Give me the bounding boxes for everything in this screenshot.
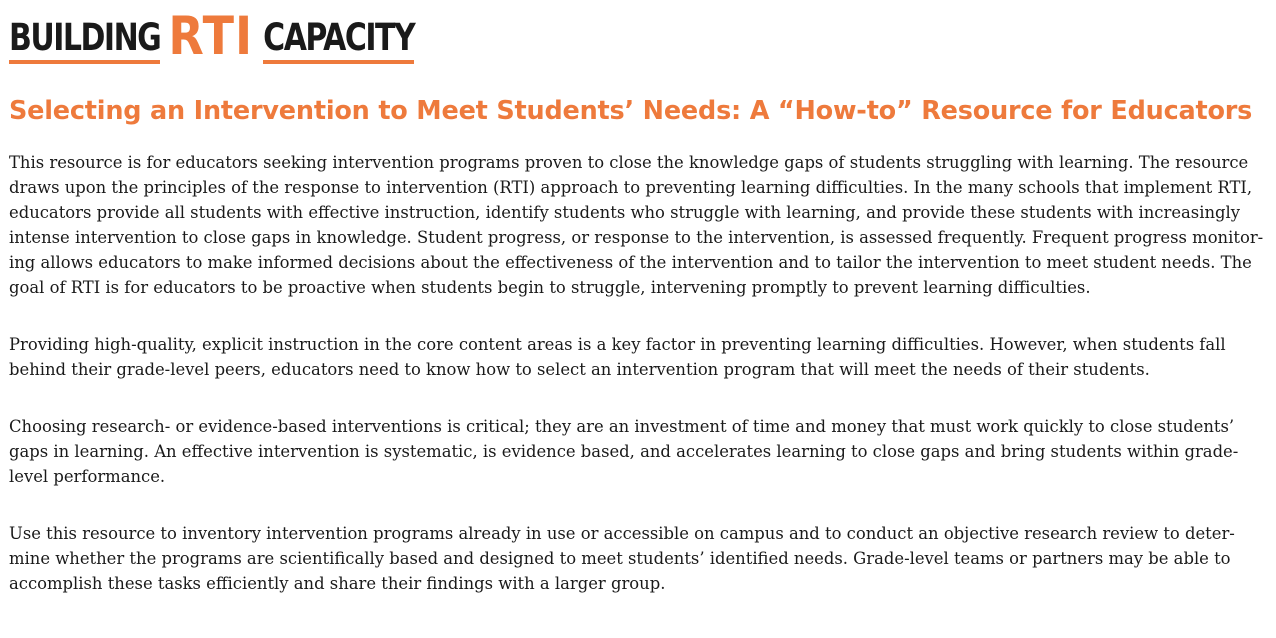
logo-right-wrap bbox=[263, 16, 415, 60]
paragraph-3: Choosing research- or evidence-based interventions is critical; they are an investment of time and money that must work quickly to close students’ gaps in learning. An effective intervention is systematic, is evidence based, and accelerates learning to close gaps and bring students within grade-level performance. bbox=[9, 417, 1239, 486]
paragraph-2: Providing high-quality, explicit instruction in the core content areas is a key factor in preventing learning difficulties. However, when students fall behind their grade-level peers, educators need to know how to select an intervention program that will meet the needs of their students. bbox=[9, 335, 1226, 379]
logo-left-wrap bbox=[9, 16, 161, 60]
paragraph-1: This resource is for educators seeking intervention programs proven to close the knowledge gaps of students struggling with learning. The resource draws upon the principles of the response to intervention (RTI) approach to preventing learning difficulties. In the many schools that implement RTI, educators provide all students with effective instruction, identify students who struggle with learning, and provide these students with increasingly intense intervention to close gaps in knowledge. Student progress, or response to the intervention, is assessed frequently. Frequent progress monitoring allows educators to make informed decisions about the effectiveness of the intervention and to tailor the intervention to meet student needs. The goal of RTI is for educators to be proactive when students begin to struggle, intervening promptly to prevent learning difficulties. bbox=[9, 153, 1264, 297]
logo-word-capacity: CAPACITY bbox=[263, 16, 415, 60]
paragraph-4: Use this resource to inventory intervention programs already in use or accessible on campus and to conduct an objective research review to determine whether the programs are scientifically based and designed to meet students’ identified needs. Grade-level teams or partners may be able to accomplish these tasks efficiently and share their findings with a larger group. bbox=[9, 524, 1235, 593]
document-body bbox=[9, 150, 1265, 596]
logo-word-rti: RTI bbox=[168, 4, 254, 67]
document-page bbox=[9, 4, 1271, 628]
building-rti-capacity-logo bbox=[9, 4, 1271, 67]
logo-word-building: BUILDING bbox=[9, 16, 161, 60]
document-title: Selecting an Intervention to Meet Students’ Needs: A “How-to” Resource for Educators bbox=[9, 96, 1253, 126]
